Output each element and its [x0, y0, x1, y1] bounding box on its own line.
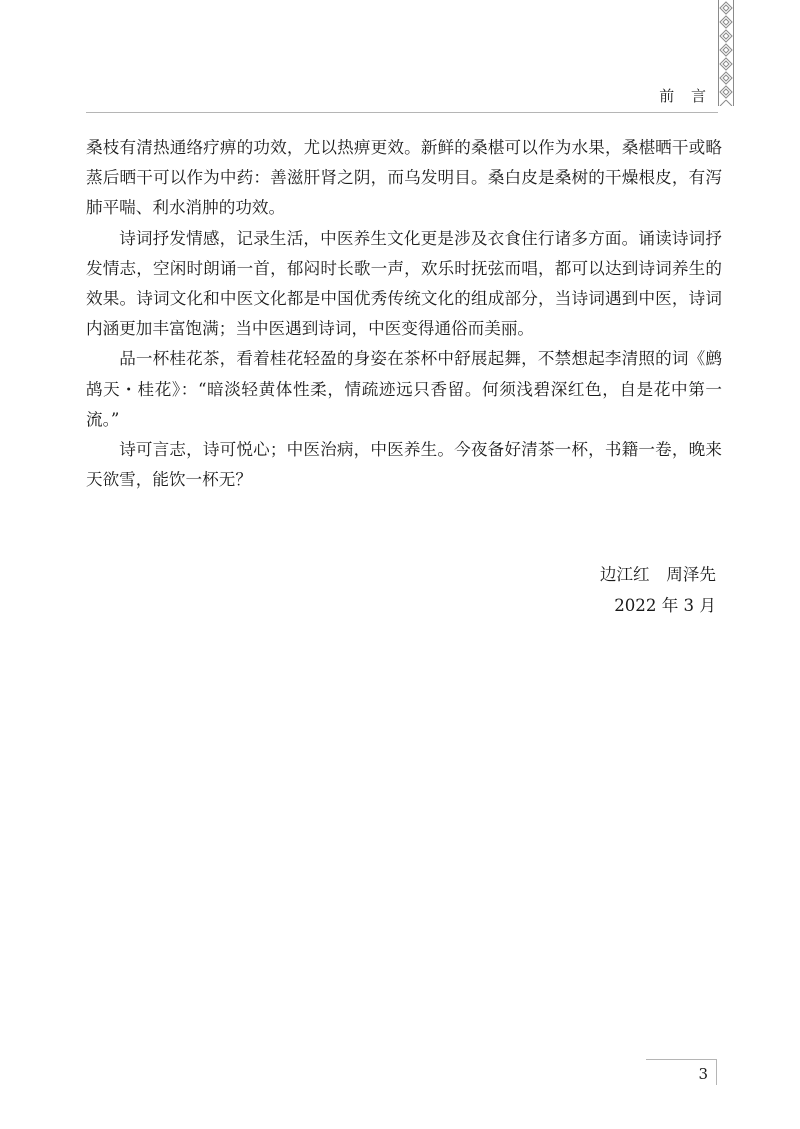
signature-block: [420, 560, 716, 621]
decorative-border-strip: [718, 0, 734, 106]
signature-date: 2022 年 3 月: [614, 595, 716, 615]
paragraph: 诗可言志，诗可悦心；中医治病，中医养生。今夜备好清茶一杯，书籍一卷，晚来天欲雪，能饮一杯无？: [86, 440, 722, 490]
footer-divider: [646, 1059, 716, 1060]
header-divider: [86, 112, 718, 113]
running-header-title: 前 言: [659, 87, 712, 105]
paragraph: 品一杯桂花茶，看着桂花轻盈的身姿在茶杯中舒展起舞，不禁想起李清照的词《鹧鸪天・桂花》：“暗淡轻黄体性柔，情疏迹远只香留。何须浅碧深红色，自是花中第一流。”: [86, 349, 722, 429]
paragraph: 诗词抒发情感，记录生活，中医养生文化更是涉及衣食住行诸多方面。诵读诗词抒发情志，空闲时朗诵一首，郁闷时长歌一声，欢乐时抚弦而唱，都可以达到诗词养生的效果。诗词文化和中医文化都是中国优秀传统文化的组成部分，当诗词遇到中医，诗词内涵更加丰富饱满；当中医遇到诗词，中医变得通俗而美丽。: [86, 228, 722, 339]
body-text: [86, 133, 722, 495]
author-names: 边江红 周泽先: [599, 565, 716, 584]
page-number: 3: [698, 1065, 708, 1083]
paragraph: 桑枝有清热通络疗痹的功效，尤以热痹更效。新鲜的桑椹可以作为水果，桑椹晒干或略蒸后晒干可以作为中药：善滋肝肾之阴，而乌发明目。桑白皮是桑树的干燥根皮，有泻肺平喘、利水消肿的功效。: [86, 138, 722, 218]
footer-vertical-divider: [716, 1059, 717, 1085]
